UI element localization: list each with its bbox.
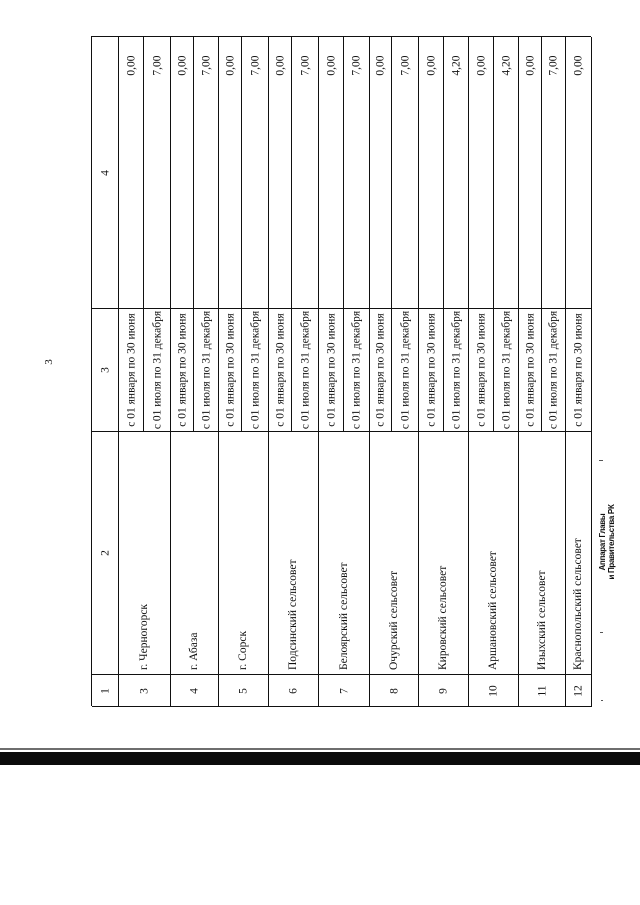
- period-cell: [444, 308, 469, 431]
- row-name: Очурский сельсовет: [387, 570, 400, 670]
- scan-speck: [601, 700, 603, 701]
- row-name-cell: [171, 431, 219, 674]
- table-grid-line: [92, 431, 119, 432]
- period-label: с 01 июля по 31 декабря: [151, 310, 163, 429]
- period-label: с 01 июля по 31 декабря: [299, 310, 311, 429]
- value-label: 0,00: [325, 55, 337, 76]
- table-grid-line: [219, 431, 269, 432]
- row-number: 11: [536, 684, 548, 697]
- table-grid-line: [391, 37, 392, 431]
- period-cell: [269, 308, 292, 431]
- value-label: 0,00: [125, 55, 137, 76]
- value-cell: [370, 37, 392, 308]
- row-number-cell: [171, 674, 219, 707]
- value-cell: [194, 37, 219, 308]
- period-label: с 01 июля по 31 декабря: [450, 310, 462, 429]
- period-label: с 01 июля по 31 декабря: [500, 310, 512, 429]
- table-grid-line: [193, 37, 194, 431]
- header-cell: [92, 431, 119, 674]
- period-label: с 01 января по 30 июня: [475, 312, 487, 427]
- header-label: 2: [99, 549, 111, 556]
- period-label: с 01 января по 30 июня: [425, 312, 437, 427]
- header-label: 4: [99, 169, 111, 176]
- row-name: Краснопольский сельсовет: [572, 538, 584, 670]
- tariff-table: [91, 36, 591, 706]
- row-number: 9: [437, 687, 450, 694]
- table-grid-line: [241, 37, 242, 431]
- value-label: 7,00: [399, 55, 411, 76]
- row-name: Подсинский сельсовет: [287, 559, 299, 670]
- row-number-cell: [519, 674, 566, 707]
- row-number: 4: [188, 687, 201, 694]
- row-name-cell: [370, 431, 419, 674]
- period-cell: [519, 308, 542, 431]
- period-label: с 01 июля по 31 декабря: [399, 310, 411, 429]
- row-number-cell: [419, 674, 469, 707]
- period-cell: [392, 308, 419, 431]
- table-grid-line: [493, 37, 494, 431]
- value-cell: [566, 37, 592, 308]
- table-grid-line: [219, 308, 269, 309]
- row-name: г. Черногорск: [138, 603, 150, 670]
- table-grid-line: [319, 431, 370, 432]
- value-label: 0,00: [572, 55, 585, 76]
- value-cell: [269, 37, 292, 308]
- table-grid-line: [443, 37, 444, 431]
- value-cell: [494, 37, 519, 308]
- table-grid-line: [219, 674, 269, 675]
- table-grid-line: [171, 431, 219, 432]
- table-grid-line: [269, 308, 319, 309]
- table-grid-line: [291, 37, 292, 431]
- value-cell: [444, 37, 469, 308]
- period-label: с 01 июля по 31 декабря: [249, 310, 261, 429]
- period-cell: [171, 308, 194, 431]
- table-grid-line: [469, 674, 519, 675]
- scan-edge-band: [0, 752, 640, 765]
- value-cell: [344, 37, 370, 308]
- value-cell: [469, 37, 494, 308]
- row-name-cell: [519, 431, 566, 674]
- stamp-line-2: и Правительства РК: [606, 504, 616, 580]
- period-cell: [144, 308, 171, 431]
- scan-edge-line: [0, 748, 640, 750]
- period-cell: [119, 308, 144, 431]
- period-cell: [344, 308, 370, 431]
- value-cell: [419, 37, 444, 308]
- row-number: 8: [388, 687, 400, 694]
- value-cell: [144, 37, 171, 308]
- table-grid-line: [119, 674, 171, 675]
- row-name: Изыхский сельсовет: [535, 570, 548, 670]
- header-cell: [92, 674, 119, 707]
- value-label: 0,00: [176, 55, 188, 76]
- value-label: 0,00: [274, 55, 286, 76]
- table-grid-line: [566, 674, 592, 675]
- value-label: 7,00: [350, 55, 363, 76]
- table-grid-line: [419, 431, 469, 432]
- table-grid-line: [370, 308, 419, 309]
- row-number: 5: [237, 687, 250, 694]
- period-label: с 01 января по 30 июня: [176, 312, 188, 427]
- period-label: с 01 января по 30 июня: [325, 312, 337, 427]
- period-label: с 01 января по 30 июня: [572, 312, 585, 427]
- table-grid-line: [143, 37, 144, 431]
- value-label: 7,00: [299, 55, 311, 76]
- period-label: с 01 января по 30 июня: [224, 312, 236, 427]
- stamp-line-1: Аппарат Главы: [597, 513, 607, 571]
- table-grid-line: [269, 431, 319, 432]
- period-cell: [292, 308, 319, 431]
- table-grid-line: [419, 674, 469, 675]
- period-label: с 01 января по 30 июня: [374, 312, 387, 427]
- value-label: 4,20: [450, 55, 462, 76]
- row-number-cell: [469, 674, 519, 707]
- value-cell: [392, 37, 419, 308]
- table-grid-line: [119, 431, 171, 432]
- table-grid-line: [469, 431, 519, 432]
- value-label: 7,00: [200, 55, 212, 76]
- value-cell: [319, 37, 344, 308]
- row-number-cell: [119, 674, 171, 707]
- row-name-cell: [119, 431, 171, 674]
- row-name: Кировский сельсовет: [437, 565, 449, 670]
- table-grid-line: [519, 308, 566, 309]
- value-cell: [542, 37, 566, 308]
- row-name-cell: [566, 431, 592, 674]
- header-label: 1: [99, 687, 111, 694]
- row-number-cell: [219, 674, 269, 707]
- table-grid-line: [370, 674, 419, 675]
- value-cell: [242, 37, 269, 308]
- value-label: 0,00: [425, 55, 437, 76]
- header-cell: [92, 37, 119, 308]
- period-label: с 01 июля по 31 декабря: [350, 310, 363, 429]
- table-grid-line: [269, 674, 319, 675]
- row-number-cell: [370, 674, 419, 707]
- value-cell: [171, 37, 194, 308]
- value-cell: [292, 37, 319, 308]
- value-cell: [119, 37, 144, 308]
- row-name: Аршановский сельсовет: [487, 551, 499, 670]
- table-grid-line: [343, 37, 344, 431]
- value-cell: [219, 37, 242, 308]
- row-number-cell: [269, 674, 319, 707]
- scan-speck: [600, 632, 603, 633]
- period-cell: [419, 308, 444, 431]
- table-grid-line: [566, 431, 592, 432]
- table-grid-line: [519, 674, 566, 675]
- value-label: 7,00: [547, 55, 560, 76]
- period-label: с 01 января по 30 июня: [274, 312, 286, 427]
- table-grid-line: [92, 308, 119, 309]
- table-grid-line: [92, 674, 119, 675]
- table-grid-line: [566, 308, 592, 309]
- value-label: 0,00: [224, 55, 236, 76]
- table-grid-line: [370, 431, 419, 432]
- period-label: с 01 июля по 31 декабря: [547, 310, 560, 429]
- row-number: 12: [572, 684, 585, 697]
- period-cell: [469, 308, 494, 431]
- table-grid-line: [319, 674, 370, 675]
- value-cell: [519, 37, 542, 308]
- value-label: 0,00: [374, 55, 387, 76]
- period-cell: [219, 308, 242, 431]
- table-grid-line: [469, 308, 519, 309]
- value-label: 7,00: [151, 55, 163, 76]
- row-number: 7: [338, 687, 350, 694]
- row-name-cell: [219, 431, 269, 674]
- value-label: 4,20: [500, 55, 512, 76]
- period-cell: [319, 308, 344, 431]
- table-grid-line: [92, 706, 592, 707]
- period-cell: [370, 308, 392, 431]
- value-label: 0,00: [524, 55, 536, 76]
- period-label: с 01 июля по 31 декабря: [200, 310, 212, 429]
- period-label: с 01 января по 30 июня: [524, 312, 536, 427]
- period-label: с 01 января по 30 июня: [125, 312, 137, 427]
- value-label: 7,00: [249, 55, 261, 76]
- row-number: 3: [138, 687, 151, 694]
- row-name-cell: [269, 431, 319, 674]
- page-number: 3: [43, 359, 55, 365]
- table-grid-line: [419, 308, 469, 309]
- header-label: 3: [99, 366, 111, 373]
- row-name: Белоярский сельсовет: [337, 562, 350, 670]
- row-number: 6: [287, 687, 300, 694]
- period-cell: [566, 308, 592, 431]
- row-name-cell: [319, 431, 370, 674]
- table-grid-line: [541, 37, 542, 431]
- table-grid-line: [519, 431, 566, 432]
- row-number-cell: [566, 674, 592, 707]
- table-grid-line: [591, 37, 592, 707]
- office-stamp: [593, 497, 620, 587]
- table-grid-line: [171, 674, 219, 675]
- row-number: 10: [487, 684, 500, 697]
- row-number-cell: [319, 674, 370, 707]
- row-name: г. Абаза: [188, 632, 200, 670]
- period-cell: [194, 308, 219, 431]
- table-grid-line: [171, 308, 219, 309]
- row-name-cell: [469, 431, 519, 674]
- table-grid-line: [319, 308, 370, 309]
- value-label: 0,00: [475, 55, 487, 76]
- period-cell: [242, 308, 269, 431]
- period-cell: [494, 308, 519, 431]
- row-name-cell: [419, 431, 469, 674]
- row-name: г. Сорск: [237, 630, 249, 670]
- scan-speck: [599, 460, 603, 461]
- period-cell: [542, 308, 566, 431]
- table-grid-line: [119, 308, 171, 309]
- header-cell: [92, 308, 119, 431]
